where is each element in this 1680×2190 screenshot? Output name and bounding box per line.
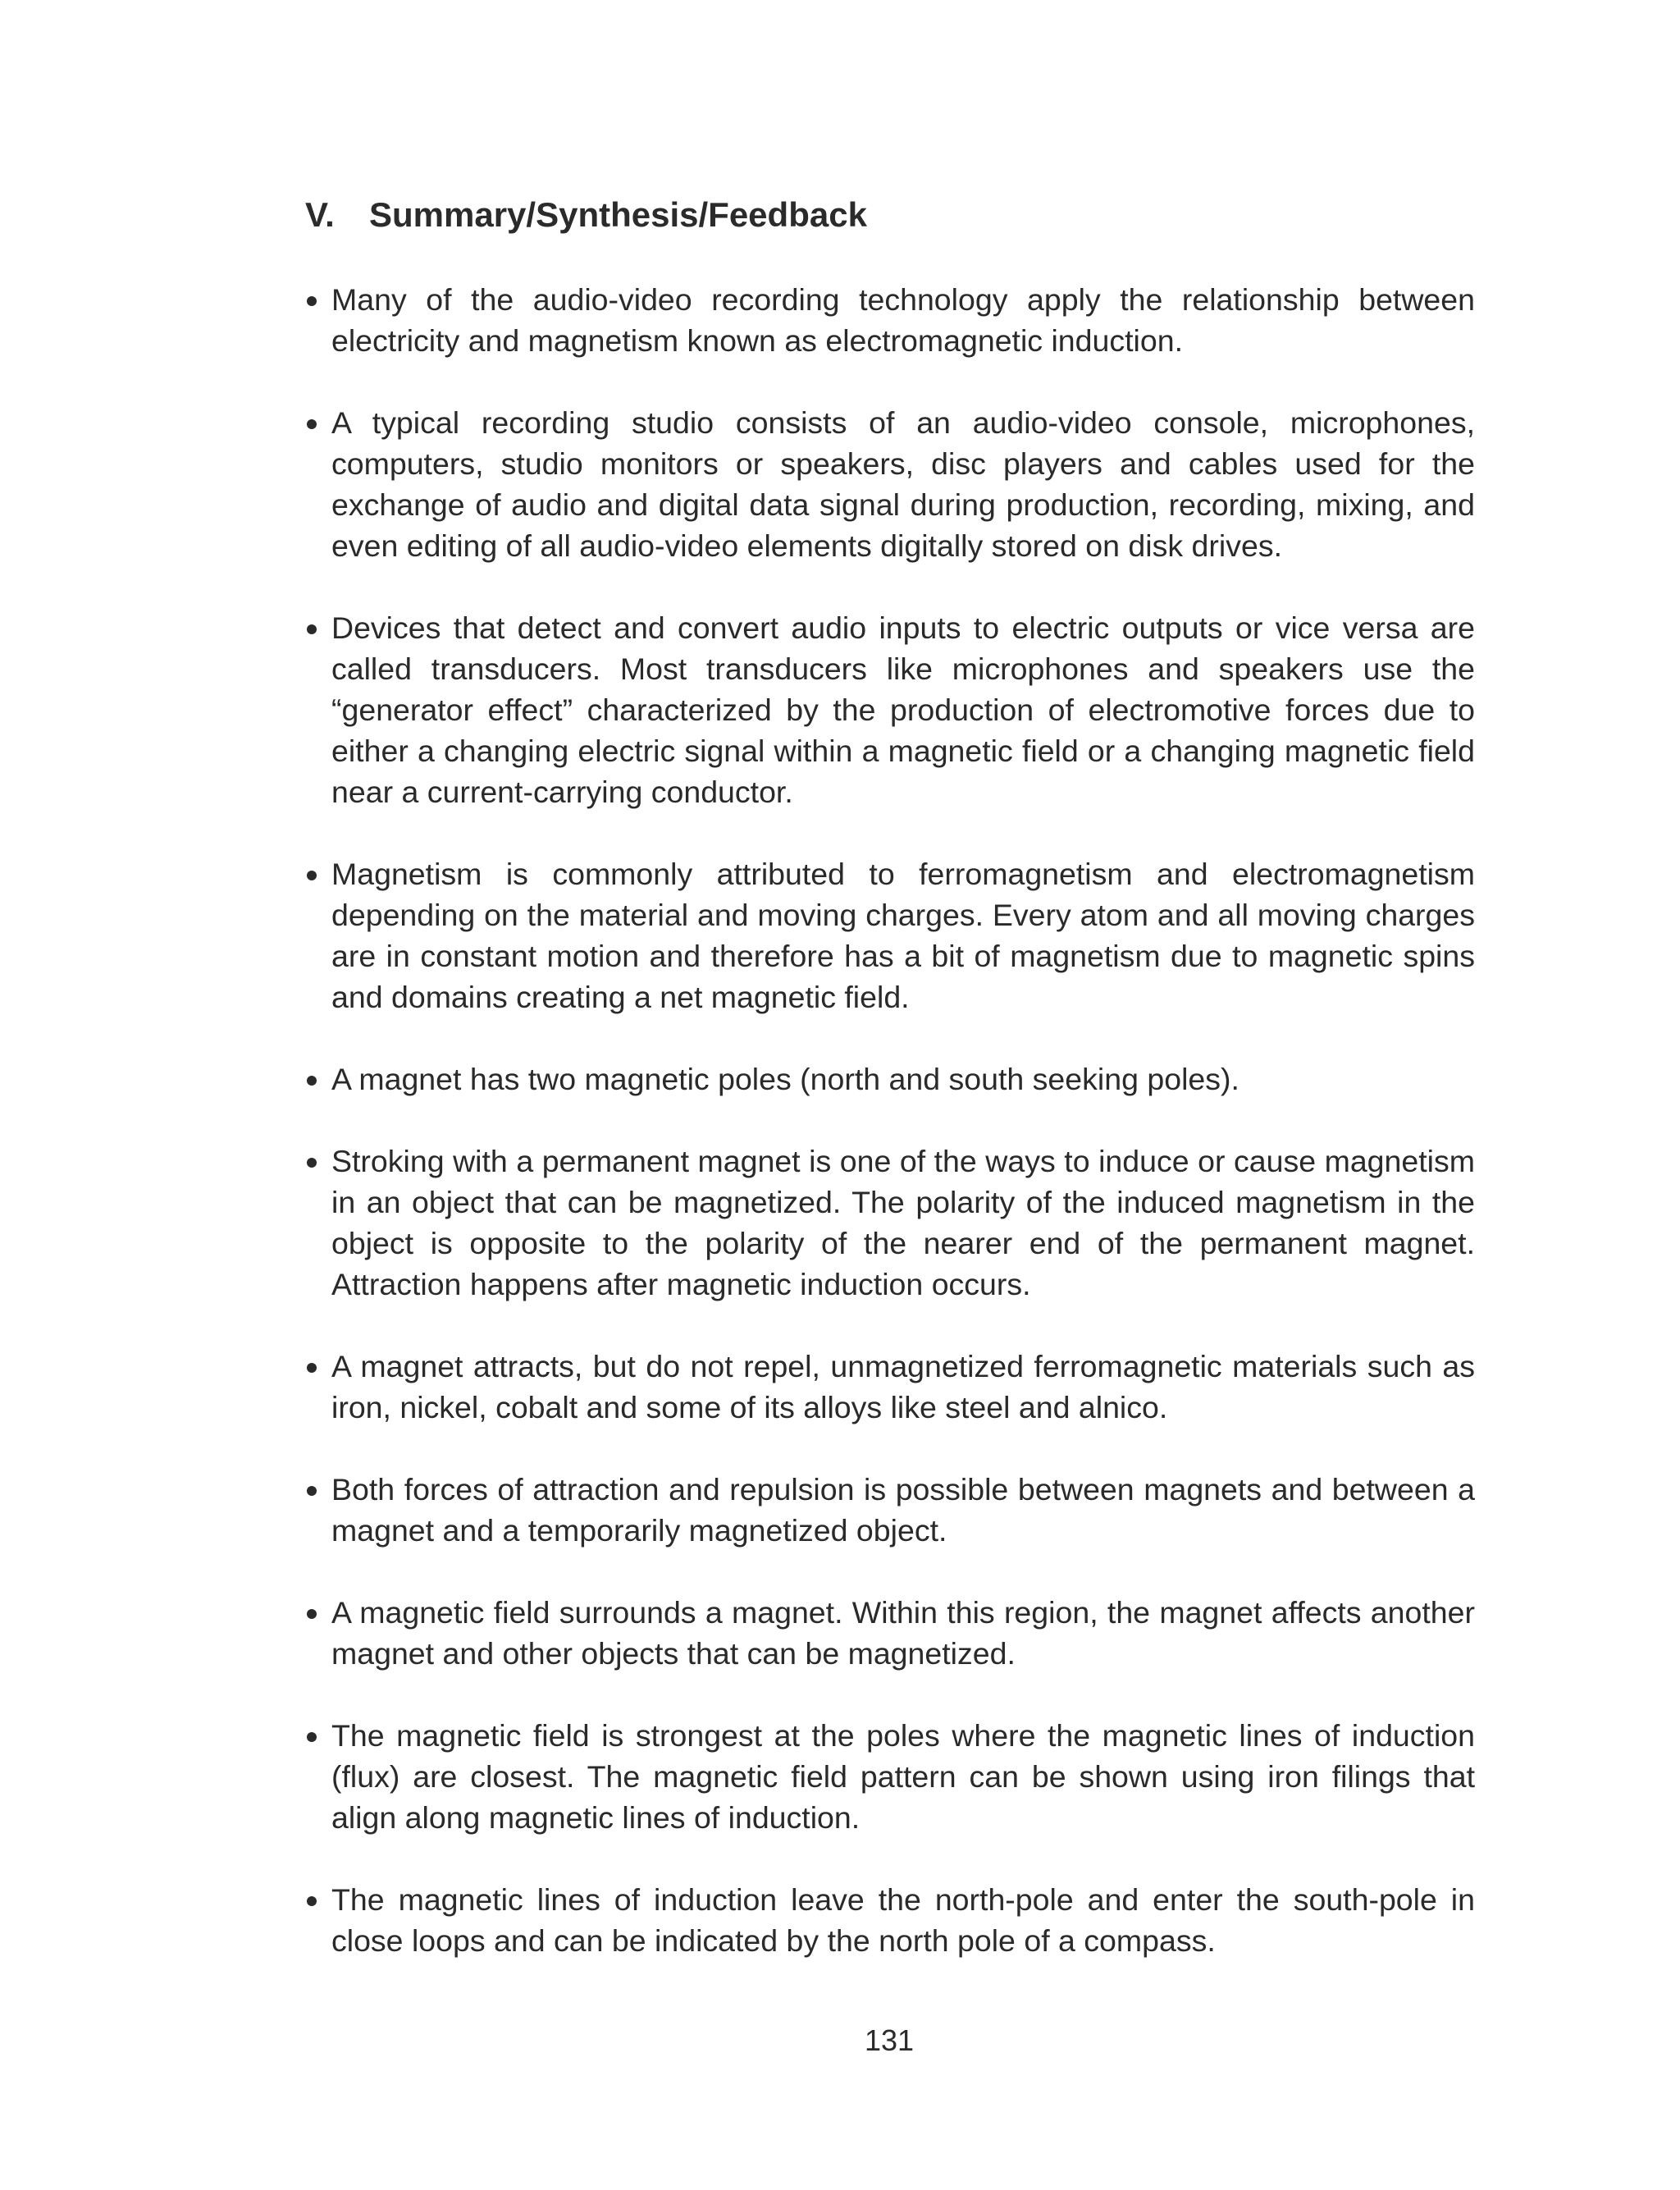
bullet-text: Magnetism is commonly attributed to ferromagnetism and electromagnetism depending on the material and moving charges. Every atom and all moving charges are in constant motion and therefore has a bit of magnetism due to magnetic spins and domains creating a net magnetic field. (331, 857, 1475, 1014)
bullet-item (307, 402, 1475, 566)
bullet-icon (307, 419, 317, 429)
bullet-icon (307, 1076, 317, 1086)
section-number: V. (305, 195, 335, 234)
bullet-icon (307, 1158, 317, 1168)
bullet-text: Many of the audio-video recording technology apply the relationship between electricity and magnetism known as electromagnetic induction. (331, 282, 1475, 358)
section-heading (305, 195, 867, 235)
bullet-text: A magnet attracts, but do not repel, unmagnetized ferromagnetic materials such as iron, nickel, cobalt and some of its alloys like steel and alnico. (331, 1349, 1475, 1424)
bullet-icon (307, 1896, 317, 1906)
bullet-text: Devices that detect and convert audio inputs to electric outputs or vice versa are called transducers. Most transducers like microphones and speakers use the “generator effect” characterized by the production of electromotive forces due to either a changing electric signal within a magnetic field or a changing magnetic field near a current-carrying conductor. (331, 610, 1475, 809)
bullet-item (307, 1469, 1475, 1551)
bullet-icon (307, 624, 317, 634)
bullet-text: The magnetic field is strongest at the poles where the magnetic lines of induction (flux) are closest. The magnetic field pattern can be shown using iron filings that align along magnetic lines of induction. (331, 1718, 1475, 1835)
bullet-icon (307, 1363, 317, 1373)
bullet-item (307, 1879, 1475, 1961)
bullet-icon (307, 296, 317, 306)
bullet-text: Both forces of attraction and repulsion is possible between magnets and between a magnet and a temporarily magnetized object. (331, 1472, 1475, 1548)
page-number: 131 (864, 2023, 915, 2057)
bullet-text: The magnetic lines of induction leave the north-pole and enter the south-pole in close loops and can be indicated by the north pole of a compass. (331, 1882, 1475, 1958)
bullet-item (307, 1346, 1475, 1428)
bullet-item (307, 607, 1475, 812)
bullet-item (307, 279, 1475, 361)
bullet-text: Stroking with a permanent magnet is one of the ways to induce or cause magnetism in an object that can be magnetized. The polarity of the induced magnetism in the object is opposite to the polarity of the nearer end of the permanent magnet. Attraction happens after magnetic induction occurs. (331, 1144, 1475, 1301)
bullet-item (307, 853, 1475, 1017)
bullet-text: A magnet has two magnetic poles (north and south seeking poles). (331, 1062, 1239, 1096)
bullet-icon (307, 871, 317, 880)
bullet-item (307, 1058, 1475, 1100)
bullet-item (307, 1141, 1475, 1305)
bullet-text: A magnetic field surrounds a magnet. Within this region, the magnet affects another magnet and other objects that can be magnetized. (331, 1595, 1475, 1671)
bullet-item (307, 1715, 1475, 1838)
bullet-item (307, 1592, 1475, 1674)
section-title: Summary/Synthesis/Feedback (369, 195, 867, 234)
bullet-icon (307, 1609, 317, 1619)
bullet-icon (307, 1486, 317, 1496)
summary-bullet-list (307, 279, 1475, 1961)
bullet-icon (307, 1732, 317, 1742)
bullet-text: A typical recording studio consists of an audio-video console, microphones, computers, studio monitors or speakers, disc players and cables used for the exchange of audio and digital data signal during production, recording, mixing, and even editing of all audio-video elements digitally stored on disk drives. (331, 405, 1475, 563)
